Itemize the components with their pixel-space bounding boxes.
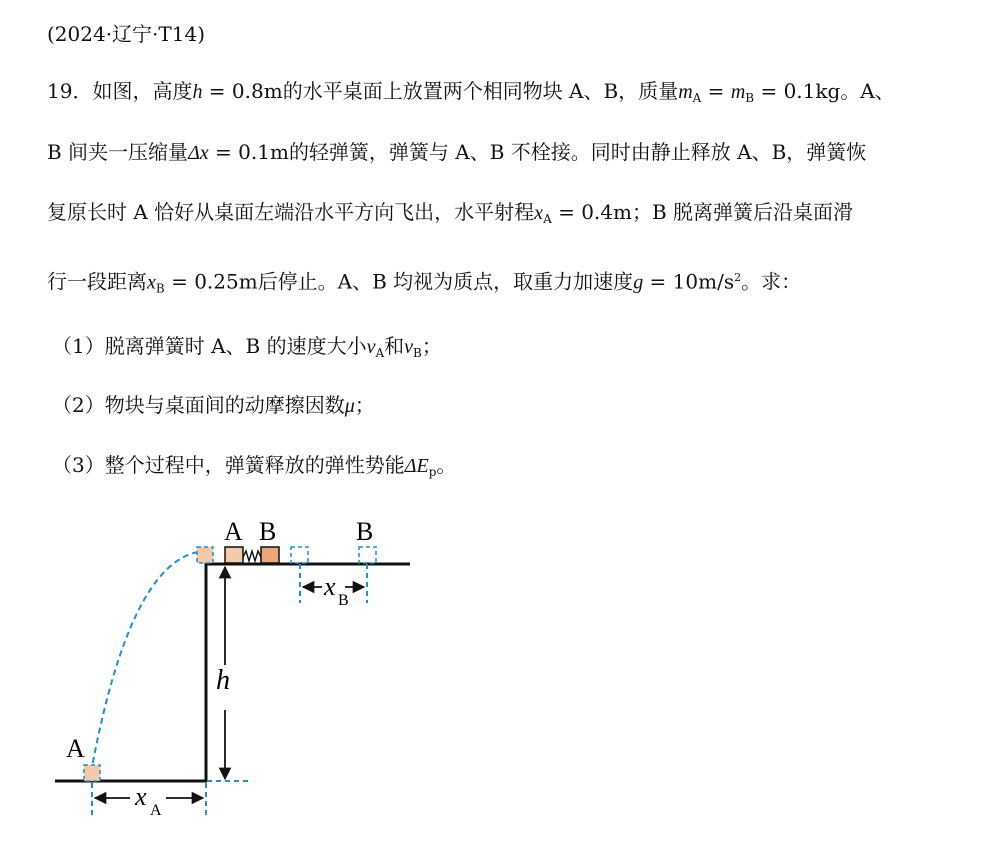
symbol-v: v xyxy=(366,336,376,358)
symbol-dx: Δx xyxy=(188,142,209,164)
trajectory-curve xyxy=(92,552,198,767)
symbol-x: x xyxy=(534,202,544,224)
sub-b: B xyxy=(155,281,165,296)
block-b-ghost-end xyxy=(359,547,376,563)
problem-line-3 xyxy=(47,198,853,233)
spring xyxy=(243,551,261,561)
sub-a: A xyxy=(543,212,552,226)
symbol-m: m xyxy=(678,81,693,103)
symbol-x: x xyxy=(147,271,156,294)
problem-line-2 xyxy=(47,138,866,167)
label-a-top: A xyxy=(224,517,243,546)
text: B 间夹一压缩量 xyxy=(47,140,189,164)
block-a xyxy=(225,547,243,563)
label-b-top: B xyxy=(259,517,277,546)
symbol-h: h xyxy=(192,81,203,103)
symbol-m: m xyxy=(730,81,746,103)
text: 复原长时 A 恰好从桌面左端沿水平方向飞出，水平射程 xyxy=(47,200,535,224)
xb-label: x xyxy=(324,572,336,601)
block-b xyxy=(261,547,279,563)
text: 。 xyxy=(436,453,457,477)
value-xa: = 0.4m xyxy=(551,200,632,224)
sub-p: p xyxy=(428,465,437,479)
question-3 xyxy=(52,451,456,486)
xb-sub: B xyxy=(338,592,349,609)
text: （1）脱离弹簧时 A、B 的速度大小 xyxy=(52,334,367,358)
h-label: h xyxy=(216,665,230,696)
value-dx: = 0.1m xyxy=(208,140,289,164)
block-a-ghost-top xyxy=(197,547,213,563)
problem-number: 19． xyxy=(47,79,93,103)
symbol-v: v xyxy=(404,336,414,358)
text: （3）整个过程中，弹簧释放的弹性势能 xyxy=(52,453,405,477)
text: 。A、 xyxy=(840,79,895,103)
sub-b: B xyxy=(745,91,755,105)
xa-label: x xyxy=(135,782,147,811)
question-1 xyxy=(52,332,442,367)
block-b-ghost-mid xyxy=(291,547,308,563)
text: 的水平桌面上放置两个相同物块 A、B，质量 xyxy=(282,79,679,103)
sub-a: A xyxy=(692,91,702,105)
question-2 xyxy=(52,391,375,420)
value-h: = 0.8m xyxy=(202,79,283,103)
text: 的轻弹簧，弹簧与 A、B 不栓接。同时由静止释放 A、B，弹簧恢 xyxy=(288,140,867,164)
text: ； xyxy=(421,334,442,358)
source-label: (2024·辽宁·T14) xyxy=(47,22,206,46)
label-b-right: B xyxy=(356,517,374,546)
label-a-bottom: A xyxy=(66,734,85,763)
value-g: = 10m/s xyxy=(643,269,735,294)
physics-diagram xyxy=(40,505,420,825)
symbol-de: ΔE xyxy=(404,455,429,477)
symbol-g: g xyxy=(633,271,644,294)
xa-sub: A xyxy=(150,802,162,819)
text: ； xyxy=(354,393,375,417)
text: 行一段距离 xyxy=(47,269,147,294)
sub-b: B xyxy=(413,346,422,360)
equals: = xyxy=(701,79,731,103)
symbol-mu: μ xyxy=(344,395,355,417)
text: （2）物块与桌面间的动摩擦因数 xyxy=(52,393,345,417)
text: ；B 脱离弹簧后沿桌面滑 xyxy=(631,200,854,224)
problem-line-1 xyxy=(47,77,895,112)
value-m: = 0.1kg xyxy=(754,79,841,103)
text: 后停止。A、B 均视为质点，取重力加速度 xyxy=(257,269,634,294)
problem-line-4 xyxy=(47,264,801,303)
block-a-landed xyxy=(84,765,100,781)
sup-2: 2 xyxy=(734,271,742,284)
text: 。求： xyxy=(741,269,802,294)
value-xb: = 0.25m xyxy=(164,269,258,294)
text: 如图，高度 xyxy=(92,79,193,103)
text: 和 xyxy=(384,334,405,358)
sub-a: A xyxy=(375,346,385,360)
